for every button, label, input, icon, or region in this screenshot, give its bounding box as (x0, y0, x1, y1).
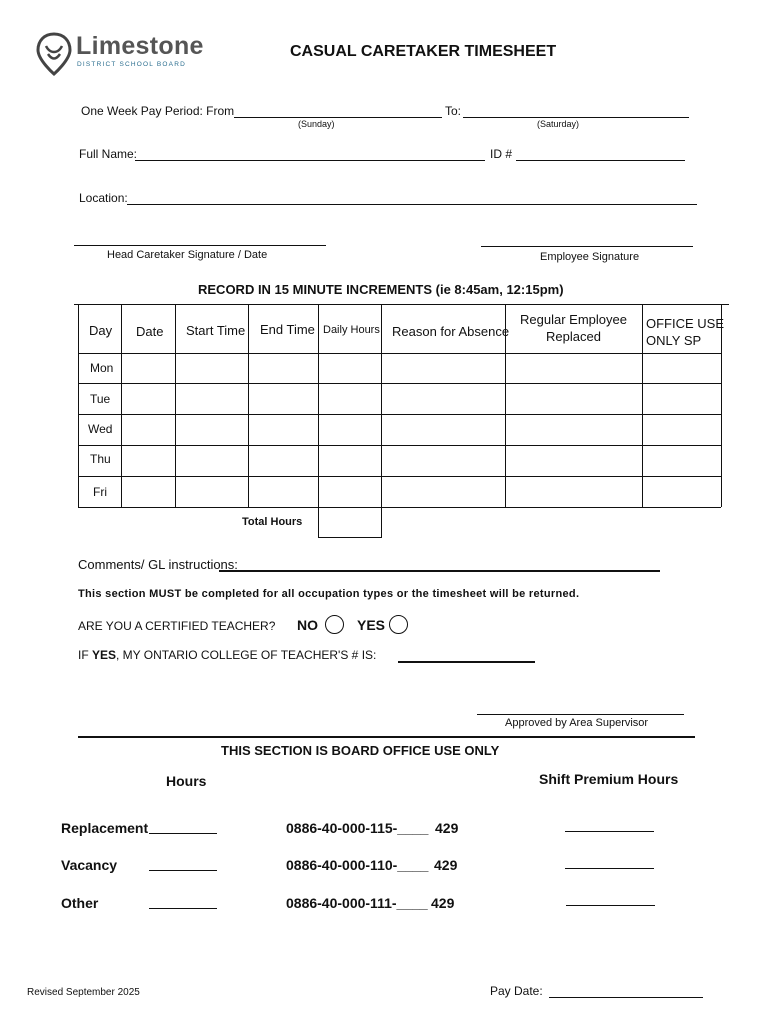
map-pin-logo-icon (36, 32, 72, 76)
college-number-field[interactable] (398, 661, 535, 663)
full-name-field[interactable] (135, 160, 485, 161)
id-label: ID # (490, 147, 513, 161)
replacement-hours-field[interactable] (149, 833, 217, 834)
shift-premium-heading: Shift Premium Hours (539, 771, 679, 787)
pay-date-label: Pay Date: (490, 984, 543, 998)
page-title: CASUAL CARETAKER TIMESHEET (290, 43, 557, 60)
record-increments-note: RECORD IN 15 MINUTE INCREMENTS (ie 8:45am, 12:15pm) (198, 282, 564, 297)
header-office-use: OFFICE USE ONLY SP (646, 316, 725, 348)
header-reason-absence: Reason for Absence (392, 324, 510, 339)
pay-period-to-field[interactable] (463, 117, 689, 118)
location-field[interactable] (127, 204, 697, 205)
header-start-time: Start Time (186, 323, 246, 338)
to-hint: (Saturday) (537, 119, 580, 129)
replacement-label: Replacement (61, 820, 149, 836)
certified-question: ARE YOU A CERTIFIED TEACHER? (78, 619, 276, 633)
head-caretaker-signature-line[interactable] (74, 245, 326, 246)
other-shift-field[interactable] (566, 905, 655, 906)
yes-radio[interactable] (389, 615, 408, 634)
vacancy-shift-field[interactable] (565, 868, 654, 869)
logo (36, 32, 204, 78)
must-complete-note: This section MUST be completed for all occupation types or the timesheet will be returned. (78, 588, 580, 600)
office-section-title: THIS SECTION IS BOARD OFFICE USE ONLY (221, 743, 500, 758)
day-tue: Tue (90, 392, 111, 406)
replacement-shift-field[interactable] (565, 831, 654, 832)
location-label: Location: (79, 191, 128, 205)
pay-date-field[interactable] (549, 997, 703, 998)
employee-signature-label: Employee Signature (540, 251, 640, 263)
college-number-label: IF YES, MY ONTARIO COLLEGE OF TEACHER'S # IS: (78, 648, 377, 662)
employee-signature-line[interactable] (481, 246, 693, 247)
pay-period-from-field[interactable] (234, 117, 442, 118)
replacement-account: 0886-40-000-115-____ (286, 820, 429, 836)
revised-date: Revised September 2025 (27, 987, 140, 998)
head-caretaker-signature-label: Head Caretaker Signature / Date (107, 249, 268, 261)
header-daily-hours: Daily Hours (323, 324, 380, 336)
from-hint: (Sunday) (298, 119, 335, 129)
vacancy-code: 429 (434, 857, 458, 873)
office-divider (78, 736, 695, 738)
other-label: Other (61, 895, 99, 911)
other-hours-field[interactable] (149, 908, 217, 909)
pay-period-from-label: One Week Pay Period: From (81, 104, 235, 118)
header-regular-employee: Regular Employee Replaced (520, 312, 627, 344)
total-hours-field[interactable] (319, 508, 380, 537)
other-account: 0886-40-000-111-____ (286, 895, 428, 911)
no-option-label: NO (297, 617, 318, 633)
comments-label: Comments/ GL instructions: (78, 557, 238, 572)
vacancy-hours-field[interactable] (149, 870, 217, 871)
day-mon: Mon (90, 361, 114, 375)
header-day: Day (89, 323, 113, 338)
yes-option-label: YES (357, 617, 386, 633)
full-name-label: Full Name: (79, 147, 138, 161)
total-hours-label: Total Hours (242, 516, 303, 528)
id-field[interactable] (516, 160, 685, 161)
day-wed: Wed (88, 422, 113, 436)
day-thu: Thu (90, 452, 111, 466)
hours-heading: Hours (166, 773, 207, 789)
approved-label: Approved by Area Supervisor (505, 717, 649, 729)
header-date: Date (136, 324, 164, 339)
header-end-time: End Time (260, 322, 315, 337)
other-code: 429 (431, 895, 455, 911)
replacement-code: 429 (435, 820, 459, 836)
day-fri: Fri (93, 485, 107, 499)
no-radio[interactable] (325, 615, 344, 634)
logo-subtitle: DISTRICT SCHOOL BOARD (77, 61, 186, 68)
comments-field[interactable] (219, 570, 660, 572)
approved-signature-line[interactable] (477, 714, 684, 715)
pay-period-to-label: To: (445, 104, 462, 118)
vacancy-account: 0886-40-000-110-____ (286, 857, 429, 873)
logo-name: Limestone (76, 32, 204, 60)
vacancy-label: Vacancy (61, 857, 118, 873)
